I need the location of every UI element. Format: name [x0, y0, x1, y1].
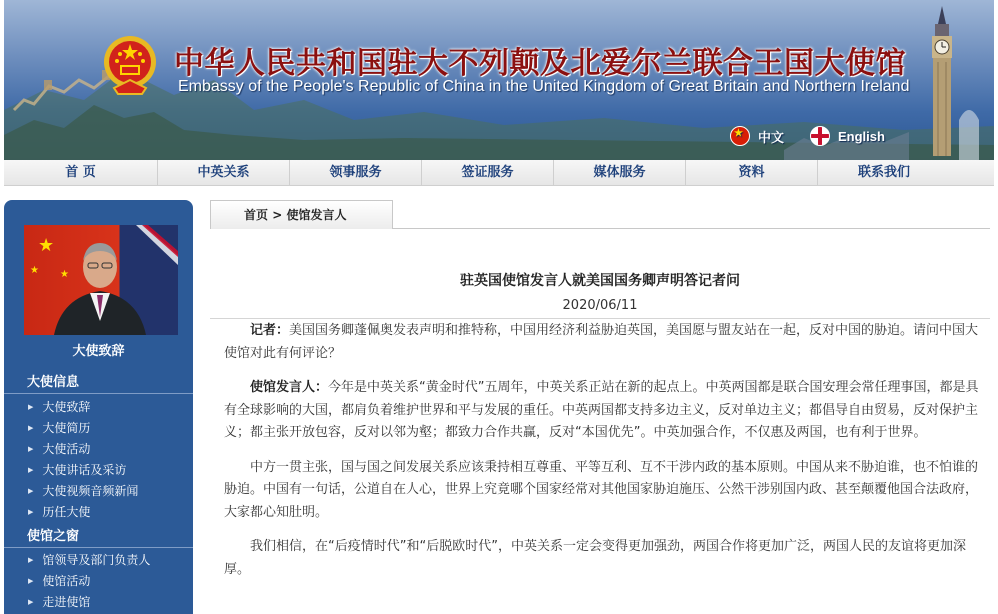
sidebar-item-ambassador-video[interactable]: [4, 481, 193, 502]
svg-text:★: ★: [30, 265, 39, 276]
sidebar-item-ambassador-activities[interactable]: [4, 439, 193, 460]
nav-item-contact[interactable]: 联系我们: [857, 165, 910, 180]
language-switch-cn[interactable]: [730, 124, 784, 148]
article-date: 2020/06/11: [562, 298, 638, 313]
breadcrumb-separator: >: [268, 208, 287, 222]
header-banner: [4, 0, 994, 160]
arrow-right-icon: ▶: [28, 445, 34, 453]
breadcrumb-bar: [210, 200, 990, 229]
article-paragraph: [224, 320, 984, 365]
nav-item-relations[interactable]: 中英关系: [158, 160, 290, 186]
sidebar-section-ambassador-info: 大使信息: [4, 372, 193, 394]
nav-item-consular[interactable]: 领事服务: [290, 160, 422, 186]
arrow-right-icon: ▶: [28, 424, 34, 432]
uk-flag-icon: [810, 126, 830, 146]
article-paragraph: [224, 377, 984, 445]
language-switch-en[interactable]: [810, 124, 885, 148]
arrow-right-icon: ▶: [28, 403, 34, 411]
article-title: 驻英国使馆发言人就美国国务卿声明答记者问: [460, 273, 740, 289]
sidebar: [4, 200, 193, 614]
sidebar-item-label: 大使简历: [42, 421, 91, 435]
sidebar-item-label: 大使视频音频新闻: [42, 484, 139, 498]
language-label-cn: 中文: [758, 129, 785, 145]
paragraph-text: 今年是中英关系“黄金时代”五周年，中英关系正站在新的起点上。中英两国都是联合国安理会常任理事国，都是具有全球影响的大国，都肩负着维护世界和平与发展的重任。中英两国都支持多边主义，反对单边主义；都倡导自由贸易，反对保护主义；都主张开放包容，反对以邻为壑；都致力合作共赢，反对“本国优先”。中英加强合作，不仅惠及两国，也有利于世界。: [224, 380, 979, 440]
main-nav: [4, 160, 994, 186]
language-label-en: English: [838, 128, 885, 144]
nav-item-home[interactable]: 首 页: [4, 160, 158, 186]
sidebar-menu-ambassador: [4, 397, 193, 523]
china-flag-icon: [730, 126, 750, 146]
breadcrumb: [210, 200, 393, 229]
arrow-right-icon: ▶: [28, 487, 34, 495]
sidebar-item-former-ambassadors[interactable]: [4, 502, 193, 523]
ambassador-portrait-image: [24, 225, 178, 335]
sidebar-item-visit-embassy[interactable]: [4, 592, 193, 613]
nav-item-visa[interactable]: 签证服务: [422, 160, 554, 186]
paragraph-text: 中方一贯主张，国与国之间发展关系应该秉持相互尊重、平等互利、互不干涉内政的基本原则。中国从来不胁迫谁，也不怕谁的胁迫。中国有一句话，公道自在人心，世界上究竟哪个国家经常对其他国家胁迫施压、公然干涉别国内政、甚至颠覆他国合法政府，大家都心知肚明。: [224, 459, 979, 520]
breadcrumb-home-link[interactable]: 首页: [244, 208, 269, 222]
nav-item-media[interactable]: 媒体服务: [554, 160, 686, 186]
sidebar-item-label: 馆领导及部门负责人: [42, 553, 151, 567]
sidebar-item-leadership[interactable]: [4, 550, 193, 571]
arrow-right-icon: ▶: [28, 466, 34, 474]
sidebar-item-ambassador-bio[interactable]: [4, 418, 193, 439]
sidebar-item-ambassador-interviews[interactable]: [4, 460, 193, 481]
ambassador-photo[interactable]: [24, 225, 178, 335]
big-ben-icon: [916, 6, 968, 156]
arrow-right-icon: ▶: [28, 598, 34, 606]
embassy-title-cn: 中华人民共和国驻大不列颠及北爱尔兰联合王国大使馆: [174, 46, 906, 81]
arrow-right-icon: ▶: [28, 577, 34, 585]
sidebar-item-ambassador-speech[interactable]: [4, 397, 193, 418]
svg-text:★: ★: [60, 269, 69, 280]
arrow-right-icon: ▶: [28, 508, 34, 516]
svg-text:★: ★: [38, 235, 55, 256]
sidebar-item-embassy-activities[interactable]: [4, 571, 193, 592]
sidebar-menu-embassy: [4, 550, 193, 613]
article-paragraph: [224, 457, 984, 525]
sidebar-item-label: 大使讲话及采访: [42, 463, 127, 477]
article-paragraph: [224, 536, 984, 581]
paragraph-text: 我们相信，在“后疫情时代”和“后脱欧时代”，中英关系一定会变得更加强劲，两国合作将更加广泛，两国人民的友谊将更加深厚。: [224, 539, 966, 577]
national-emblem-icon: [102, 32, 158, 98]
sidebar-item-label: 使馆活动: [42, 574, 91, 588]
ambassador-photo-caption[interactable]: 大使致辞: [72, 344, 125, 359]
article-body: [224, 320, 984, 593]
embassy-title-en: Embassy of the People's Republic of China in the United Kingdom of Great Britain and Northern Ireland: [178, 78, 910, 95]
nav-item-resources[interactable]: 资料: [686, 160, 818, 186]
sidebar-item-label: 走进使馆: [42, 595, 91, 609]
speaker-label-spokesperson: 使馆发言人：: [250, 380, 329, 395]
title-divider: [210, 318, 990, 319]
paragraph-text: 美国国务卿蓬佩奥发表声明和推特称，中国用经济利益胁迫英国，美国愿与盟友站在一起，反对中国的胁迫。请问中国大使馆对此有何评论？: [224, 323, 979, 361]
breadcrumb-current[interactable]: 使馆发言人: [286, 208, 347, 222]
sidebar-item-label: 大使致辞: [42, 400, 91, 414]
sidebar-item-label: 历任大使: [42, 505, 91, 519]
arrow-right-icon: ▶: [28, 556, 34, 564]
sidebar-section-embassy-window: 使馆之窗: [4, 526, 193, 548]
speaker-label-reporter: 记者：: [250, 323, 290, 338]
sidebar-item-label: 大使活动: [42, 442, 91, 456]
